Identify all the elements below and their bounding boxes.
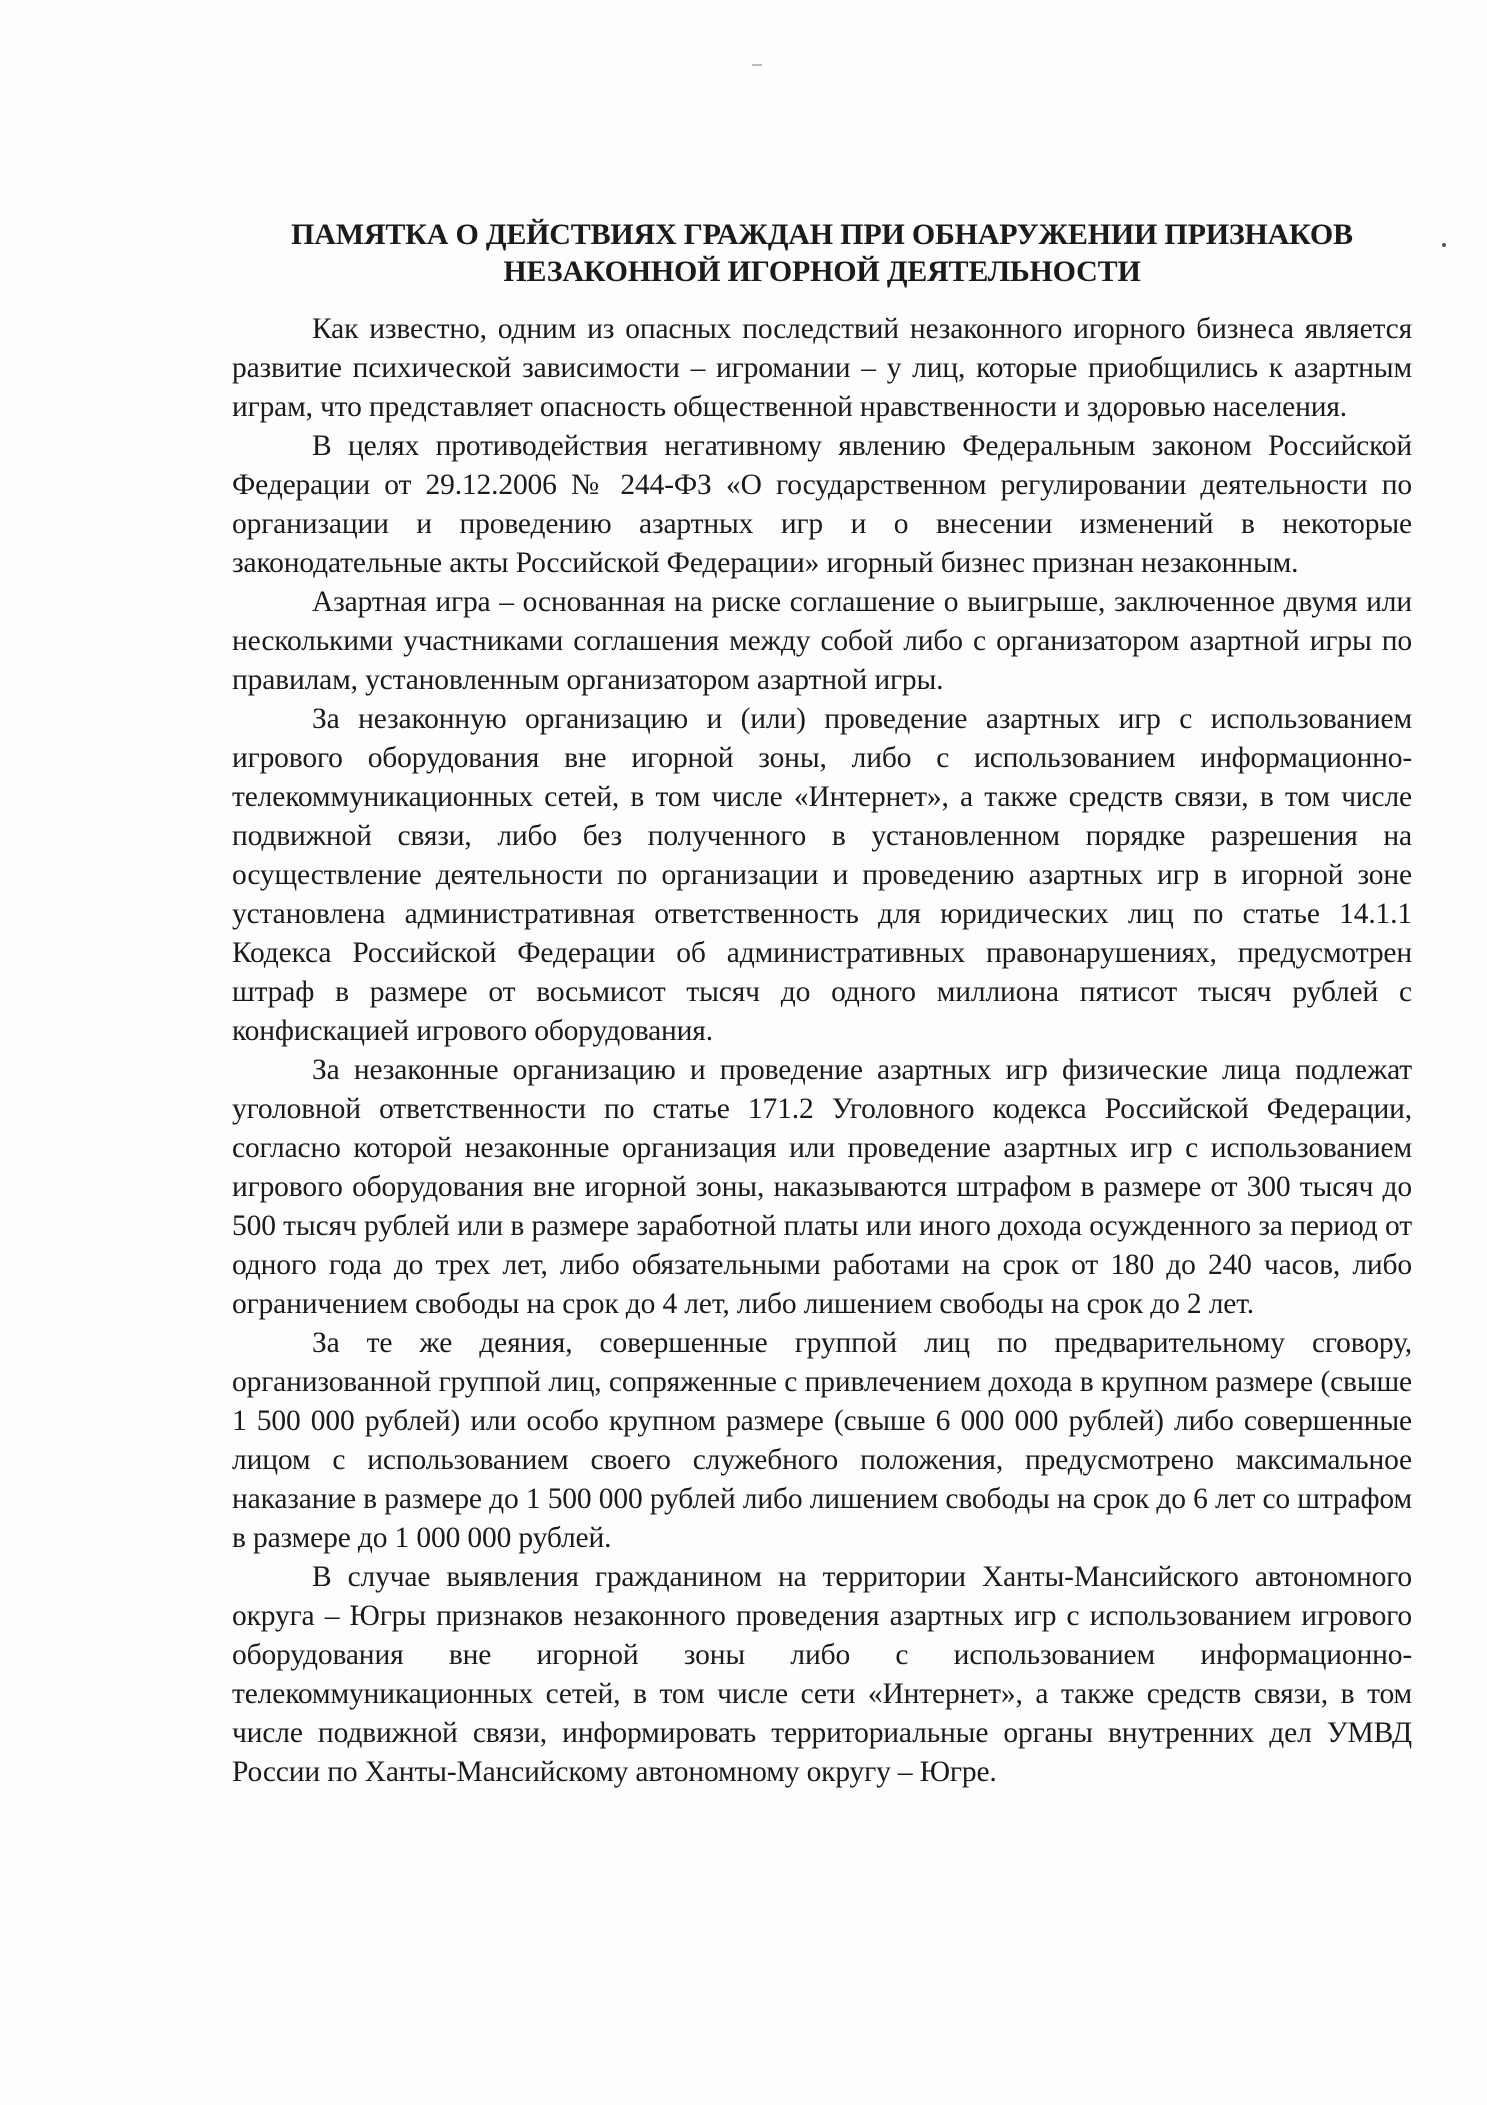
document-title bbox=[232, 216, 1412, 290]
paragraph-2: В целях противодействия негативному явлению Федеральным законом Российской Федерации от 29.12.2006 № 244-ФЗ «О государственном регулировании деятельности по организации и проведению азартных игр и о внесении изменений в некоторые законодательные акты Российской Федерации» игорный бизнес признан незаконным. bbox=[232, 430, 1412, 579]
paragraph-7: В случае выявления гражданином на территории Ханты-Мансийского автономного округа – Югры признаков незаконного проведения азартных игр с использованием игрового оборудования вне игорной зоны либо с использованием информационно-телекоммуникационных сетей, в том числе сети «Интернет», а также средств связи, в том числе подвижной связи, информировать территориальные органы внутренних дел УМВД России по Ханты-Мансийскому автономному округу – Югре. bbox=[232, 1561, 1412, 1788]
paragraph-6: За те же деяния, совершенные группой лиц по предварительному сговору, организованной группой лиц, сопряженные с привлечением дохода в крупном размере (свыше 1 500 000 рублей) или особо крупном размере (свыше 6 000 000 рублей) либо совершенные лицом с использованием своего служебного положения, предусмотрено максимальное наказание в размере до 1 500 000 рублей либо лишением свободы на срок до 6 лет со штрафом в размере до 1 000 000 рублей. bbox=[232, 1327, 1412, 1554]
document-body bbox=[232, 216, 1412, 1792]
paragraph-3: Азартная игра – основанная на риске соглашение о выигрыше, заключенное двумя или несколькими участниками соглашения между собой либо с организатором азартной игры по правилам, установленным организатором азартной игры. bbox=[232, 586, 1412, 696]
title-line-1: ПАМЯТКА О ДЕЙСТВИЯХ ГРАЖДАН ПРИ ОБНАРУЖЕНИИ ПРИЗНАКОВ bbox=[291, 218, 1353, 251]
paragraph-1: Как известно, одним из опасных последствий незаконного игорного бизнеса является развитие психической зависимости – игромании – у лиц, которые приобщились к азартным играм, что представляет опасность общественной нравственности и здоровью населения. bbox=[232, 313, 1412, 423]
paragraph-4: За незаконную организацию и (или) проведение азартных игр с использованием игрового оборудования вне игорной зоны, либо с использованием информационно-телекоммуникационных сетей, в том числе «Интернет», а также средств связи, в том числе подвижной связи, либо без полученного в установленном порядке разрешения на осуществление деятельности по организации и проведению азартных игр в игорной зоне установлена административная ответственность для юридических лиц по статье 14.1.1 Кодекса Российской Федерации об административных правонарушениях, предусмотрен штраф в размере от восьмисот тысяч до одного миллиона пятисот тысяч рублей с конфискацией игрового оборудования. bbox=[232, 703, 1412, 1047]
paragraph-5: За незаконные организацию и проведение азартных игр физические лица подлежат уголовной ответственности по статье 171.2 Уголовного кодекса Российской Федерации, согласно которой незаконные организация или проведение азартных игр с использованием игрового оборудования вне игорной зоны, наказываются штрафом в размере от 300 тысяч до 500 тысяч рублей или в размере заработной платы или иного дохода осужденного за период от одного года до трех лет, либо обязательными работами на срок от 180 до 240 часов, либо ограничением свободы на срок до 4 лет, либо лишением свободы на срок до 2 лет. bbox=[232, 1054, 1412, 1320]
scan-artifact-dash bbox=[752, 64, 762, 66]
title-line-2: НЕЗАКОННОЙ ИГОРНОЙ ДЕЯТЕЛЬНОСТИ bbox=[503, 255, 1141, 288]
scan-artifact-dot bbox=[1442, 243, 1446, 247]
